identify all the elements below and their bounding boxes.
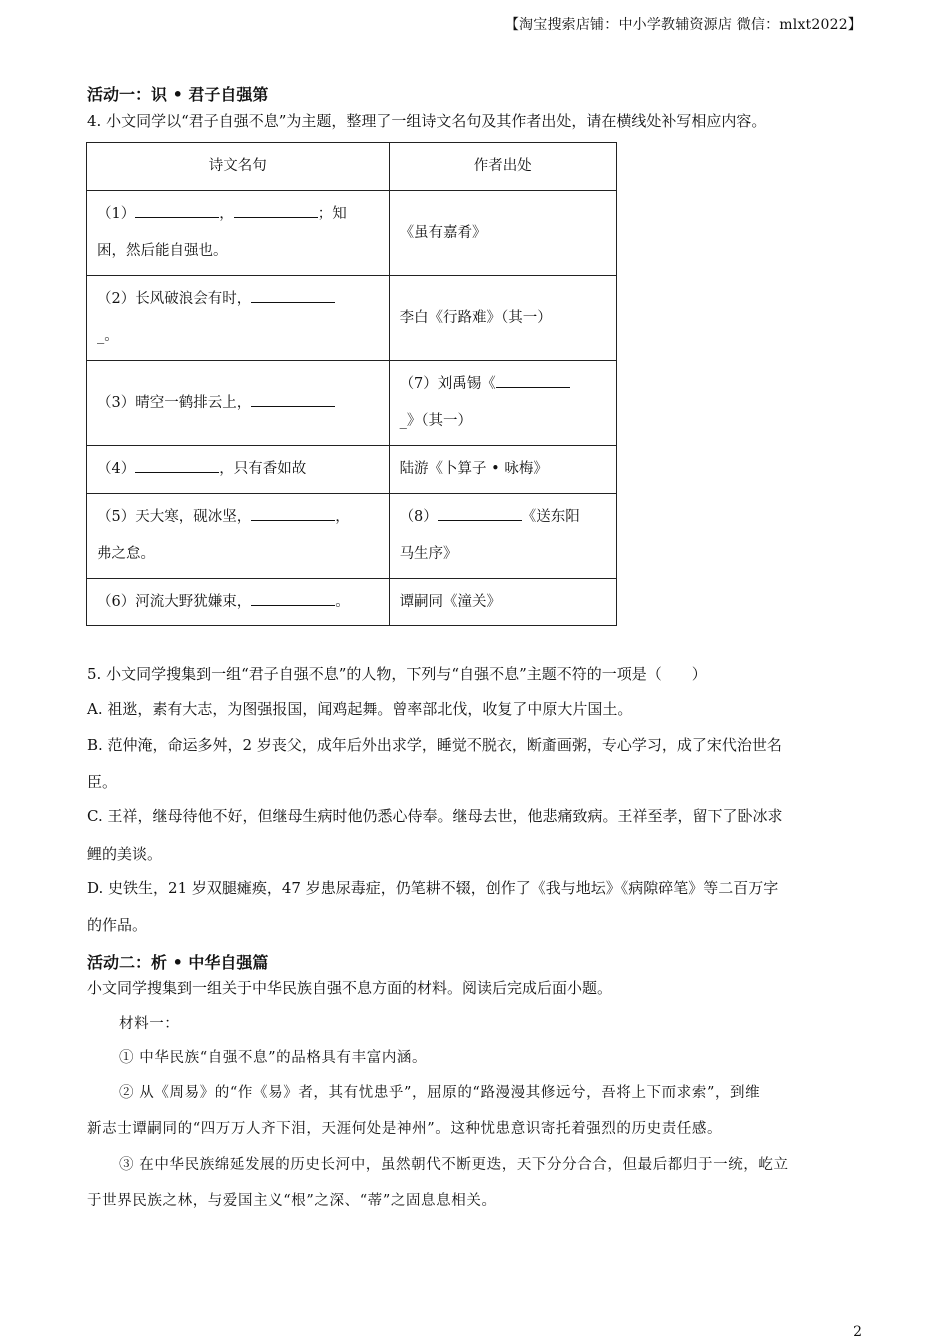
material-label: 材料一：: [119, 1016, 180, 1032]
material-point-2: ② 从《周易》的“作《易》者，其有忧患乎”，屈原的“路漫漫其修远兮，吾将上下而求索”，到维: [119, 1085, 761, 1101]
row3-verse: （3）晴空一鹤排云上，: [87, 361, 390, 446]
row4-verse: （4） ，只有香如故: [87, 446, 390, 494]
row3-source: （7）刘禹锡《 _》（其一）: [389, 361, 616, 446]
fill-blank[interactable]: [496, 372, 570, 388]
table-header-col1: 诗文名句: [87, 143, 390, 191]
row1-source: 《虽有嘉肴》: [389, 191, 616, 276]
fill-blank[interactable]: [251, 590, 335, 606]
option-b[interactable]: B. 范仲淹，命运多舛，2 岁丧父，成年后外出求学，睡觉不脱衣，断齑画粥，专心学习，成了宋代治世名: [87, 736, 782, 754]
question-5-stem: 5. 小文同学搜集到一组“君子自强不息”的人物，下列与“自强不息”主题不符的一项是（ ）: [87, 665, 707, 683]
table-header-col2: 作者出处: [389, 143, 616, 191]
row1-verse: （1） ， ；知 困，然后能自强也。: [87, 191, 390, 276]
activity1-title: 活动一：识 • 君子自强第: [87, 85, 269, 104]
poem-table: [86, 142, 617, 626]
fill-blank[interactable]: [251, 287, 335, 303]
material-point-3-cont: 于世界民族之林，与爱国主义“根”之深、“蒂”之固息息相关。: [87, 1193, 497, 1209]
material-point-3: ③ 在中华民族绵延发展的历史长河中，虽然朝代不断更迭，天下分分合合，但最后都归于一统，屹立: [119, 1157, 789, 1173]
option-d[interactable]: D. 史铁生，21 岁双腿瘫痪，47 岁患尿毒症，仍笔耕不辍，创作了《我与地坛》《病隙碎笔》等二百万字: [87, 879, 779, 897]
table-row: [87, 191, 617, 276]
row5-verse: （5）天大寒，砚冰坚， ， 弗之怠。: [87, 494, 390, 579]
option-b-cont: 臣。: [87, 773, 118, 791]
table-row: [87, 361, 617, 446]
table-row: [87, 579, 617, 626]
fill-blank[interactable]: [135, 202, 219, 218]
option-d-cont: 的作品。: [87, 916, 148, 934]
question-4-stem: 4. 小文同学以“君子自强不息”为主题，整理了一组诗文名句及其作者出处，请在横线处补写相应内容。: [87, 112, 767, 130]
header-note: 【淘宝搜索店铺：中小学教辅资源店 微信：mlxt2022】: [504, 17, 862, 33]
activity2-title: 活动二：析 • 中华自强篇: [87, 953, 269, 972]
option-a[interactable]: A. 祖逖，素有大志，为图强报国，闻鸡起舞。曾率部北伐，收复了中原大片国土。: [87, 700, 633, 718]
fill-blank[interactable]: [135, 457, 219, 473]
fill-blank[interactable]: [251, 505, 335, 521]
option-c-cont: 鲤的美谈。: [87, 845, 163, 863]
table-row: [87, 276, 617, 361]
table-header-row: [87, 143, 617, 191]
table-row: [87, 494, 617, 579]
material-point-1: ① 中华民族“自强不息”的品格具有丰富内涵。: [119, 1050, 428, 1066]
option-c[interactable]: C. 王祥，继母待他不好，但继母生病时他仍悉心侍奉。继母去世，他悲痛致病。王祥至孝，留下了卧冰求: [87, 807, 783, 825]
fill-blank[interactable]: [438, 505, 522, 521]
table-row: [87, 446, 617, 494]
row2-verse: （2）长风破浪会有时， _。: [87, 276, 390, 361]
row2-source: 李白《行路难》（其一）: [389, 276, 616, 361]
material-point-2-cont: 新志士谭嗣同的“四万万人齐下泪，天涯何处是神州”。这种忧患意识寄托着强烈的历史责任感。: [87, 1121, 723, 1137]
row6-source: 谭嗣同《潼关》: [389, 579, 616, 626]
activity2-intro: 小文同学搜集到一组关于中华民族自强不息方面的材料。阅读后完成后面小题。: [87, 979, 613, 997]
row6-verse: （6）河流大野犹嫌束， 。: [87, 579, 390, 626]
page-number: 2: [853, 1324, 862, 1340]
fill-blank[interactable]: [234, 202, 318, 218]
fill-blank[interactable]: [251, 391, 335, 407]
row4-source: 陆游《卜算子 • 咏梅》: [389, 446, 616, 494]
row5-source: （8） 《送东阳 马生序》: [389, 494, 616, 579]
